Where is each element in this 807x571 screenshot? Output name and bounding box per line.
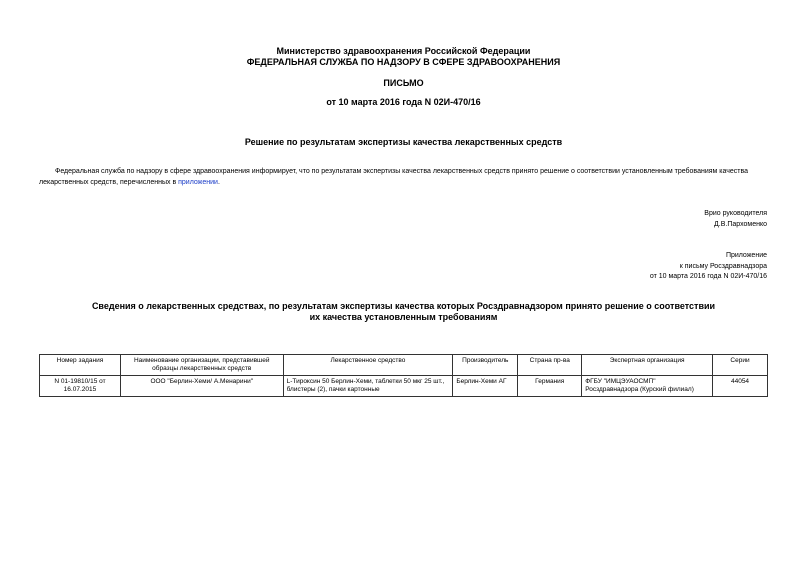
body-paragraph-end: . <box>217 179 220 186</box>
service-name: ФЕДЕРАЛЬНАЯ СЛУЖБА ПО НАДЗОРУ В СФЕРЕ ЗДРАВООХРАНЕНИЯ <box>246 57 561 67</box>
appendix-link[interactable]: приложении <box>178 179 218 186</box>
cell-expert-org: ФГБУ "ИМЦЭУАОСМП" Росздравнадзора (Курский филиал) <box>582 376 713 397</box>
document-date-number: от 10 марта 2016 года N 02И-470/16 <box>326 97 481 107</box>
cell-task-number: N 01-19810/15 от 16.07.2015 <box>40 376 121 397</box>
ministry-name: Министерство здравоохранения Российской Федерации <box>276 46 531 56</box>
document-type: ПИСЬМО <box>383 78 424 88</box>
appendix-title: Сведения о лекарственных средствах, по результатам экспертизы качества которых Росздравнадзором принято решение о соответствии их качества установленным требованиям <box>91 301 716 322</box>
cell-manufacturer: Берлин-Хеми АГ <box>453 376 518 397</box>
cell-medicine: L-Тироксин 50 Берлин-Хеми, таблетки 50 мкг 25 шт., блистеры (2), пачки картонные <box>283 376 453 397</box>
col-header-series: Серии <box>713 355 768 376</box>
appendix-note-line2: к письму Росздравнадзора <box>679 262 767 270</box>
col-header-expert-org: Экспертная организация <box>582 355 713 376</box>
document-subject: Решение по результатам экспертизы качества лекарственных средств <box>244 137 563 147</box>
col-header-organization: Наименование организации, представившей образцы лекарственных средств <box>120 355 283 376</box>
signer-name: Д.В.Пархоменко <box>714 220 767 228</box>
col-header-country: Страна пр-ва <box>518 355 582 376</box>
appendix-note-line3: от 10 марта 2016 года N 02И-470/16 <box>649 273 767 280</box>
cell-country: Германия <box>518 376 582 397</box>
signature-block <box>704 209 767 230</box>
appendix-note-line1: Приложение <box>725 252 767 259</box>
table-header-row <box>40 355 768 376</box>
col-header-task-number: Номер задания <box>40 355 121 376</box>
col-header-medicine: Лекарственное средство <box>283 355 453 376</box>
body-paragraph-text: Федеральная служба по надзору в сфере здравоохранения информирует, что по результатам экспертизы качества лекарственных средств принято решение о соответствии установленным требованиям качества лекарственных средств, перечисленных в <box>39 168 749 186</box>
col-header-manufacturer: Производитель <box>453 355 518 376</box>
appendix-note <box>650 251 767 283</box>
medicines-table <box>39 354 768 397</box>
cell-series: 44054 <box>713 376 768 397</box>
cell-organization: ООО "Берлин-Хеми/ А.Менарини" <box>120 376 283 397</box>
body-paragraph <box>39 166 768 188</box>
signer-role: Врио руководителя <box>704 210 767 217</box>
table-row <box>40 376 768 397</box>
